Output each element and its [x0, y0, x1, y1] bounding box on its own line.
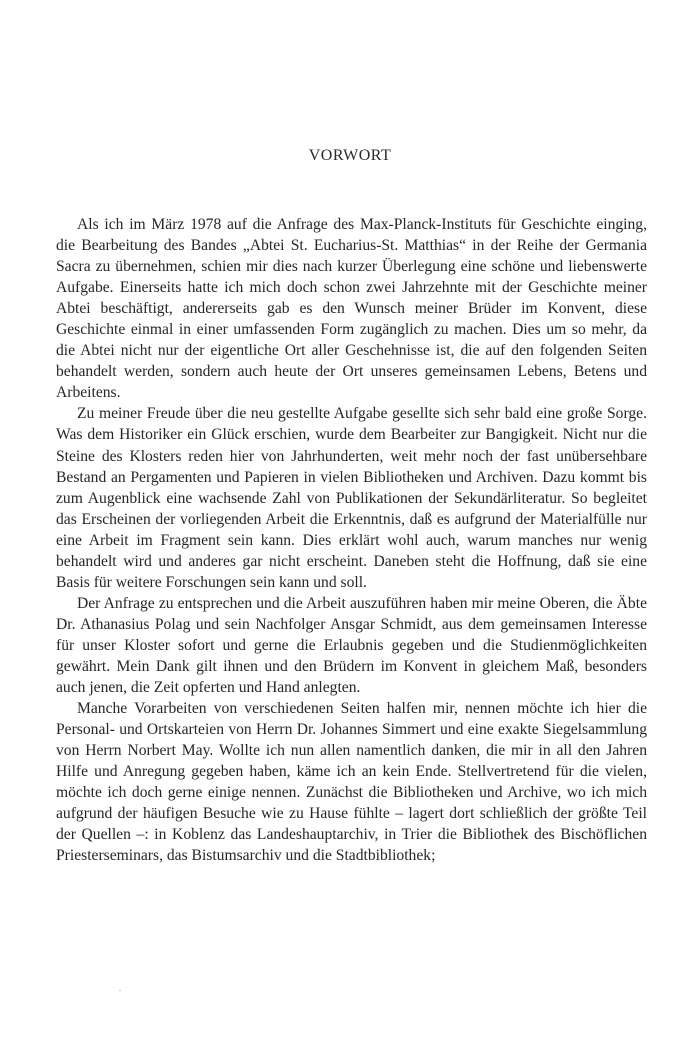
body-text: [56, 214, 647, 866]
paragraph-1: Als ich im März 1978 auf die Anfrage des Max-Planck-Instituts für Geschichte einging, die Bearbeitung des Bandes „Abtei St. Eucharius-St. Matthias“ in der Reihe der Germania Sacra zu übernehmen, schien mir dies nach kurzer Überlegung eine schöne und liebenswerte Aufgabe. Einerseits hatte ich mich doch schon zwei Jahrzehnte mit der Geschichte meiner Abtei beschäftigt, andererseits gab es den Wunsch meiner Brüder im Konvent, diese Geschichte einmal in einer umfassenden Form zugänglich zu machen. Dies um so mehr, da die Abtei nicht nur der eigentliche Ort aller Geschehnisse ist, die auf den folgenden Seiten behandelt werden, sondern auch heute der Ort unseres gemeinsamen Lebens, Betens und Arbeitens.: [56, 216, 647, 402]
paragraph-2: Zu meiner Freude über die neu gestellte Aufgabe gesellte sich sehr bald eine große Sorge. Was dem Historiker ein Glück erschien, wurde dem Bearbeiter zur Bangigkeit. Nicht nur die Steine des Klosters reden hier von Jahrhunderten, weit mehr noch der fast unübersehbare Bestand an Pergamenten und Papieren in vielen Bibliotheken und Archiven. Dazu kommt bis zum Augenblick eine wachsende Zahl von Publikationen der Sekundärliteratur. So begleitet das Erscheinen der vorliegenden Arbeit die Erkenntnis, daß es aufgrund der Materialfülle nur eine Arbeit im Fragment sein kann. Dies erklärt wohl auch, warum manches nur wenig behandelt wird und anderes gar nicht erscheint. Daneben steht die Hoffnung, daß sie eine Basis für weitere Forschungen sein kann und soll.: [56, 405, 647, 591]
page-title: VORWORT: [308, 147, 392, 164]
scan-speck: [119, 990, 121, 991]
paragraph-4: Manche Vorarbeiten von verschiedenen Seiten halfen mir, nennen möchte ich hier die Personal- und Ortskarteien von Herrn Dr. Johannes Simmert und eine exakte Siegelsammlung von Herrn Norbert May. Wollte ich nun allen namentlich danken, die mir in all den Jahren Hilfe und Anregung gegeben haben, käme ich an kein Ende. Stellvertretend für die vielen, möchte ich doch gerne einige nennen. Zunächst die Bibliotheken und Archive, wo ich mich aufgrund der häufigen Besuche wie zu Hause fühlte – lagert dort schließlich der größte Teil der Quellen –: in Koblenz das Landeshauptarchiv, in Trier die Bibliothek des Bischöflichen Priesterseminars, das Bistumsarchiv und die Stadtbibliothek;: [56, 700, 647, 865]
paragraph-3: Der Anfrage zu entsprechen und die Arbeit auszuführen haben mir meine Oberen, die Äbte Dr. Athanasius Polag und sein Nachfolger Ansgar Schmidt, aus dem gemeinsamen Interesse für unser Kloster sofort und gerne die Erlaubnis gegeben und die Studienmöglichkeiten gewährt. Mein Dank gilt ihnen und den Brüdern im Konvent in gleichem Maß, besonders auch jenen, die Zeit opferten und Hand anlegten.: [56, 594, 647, 697]
